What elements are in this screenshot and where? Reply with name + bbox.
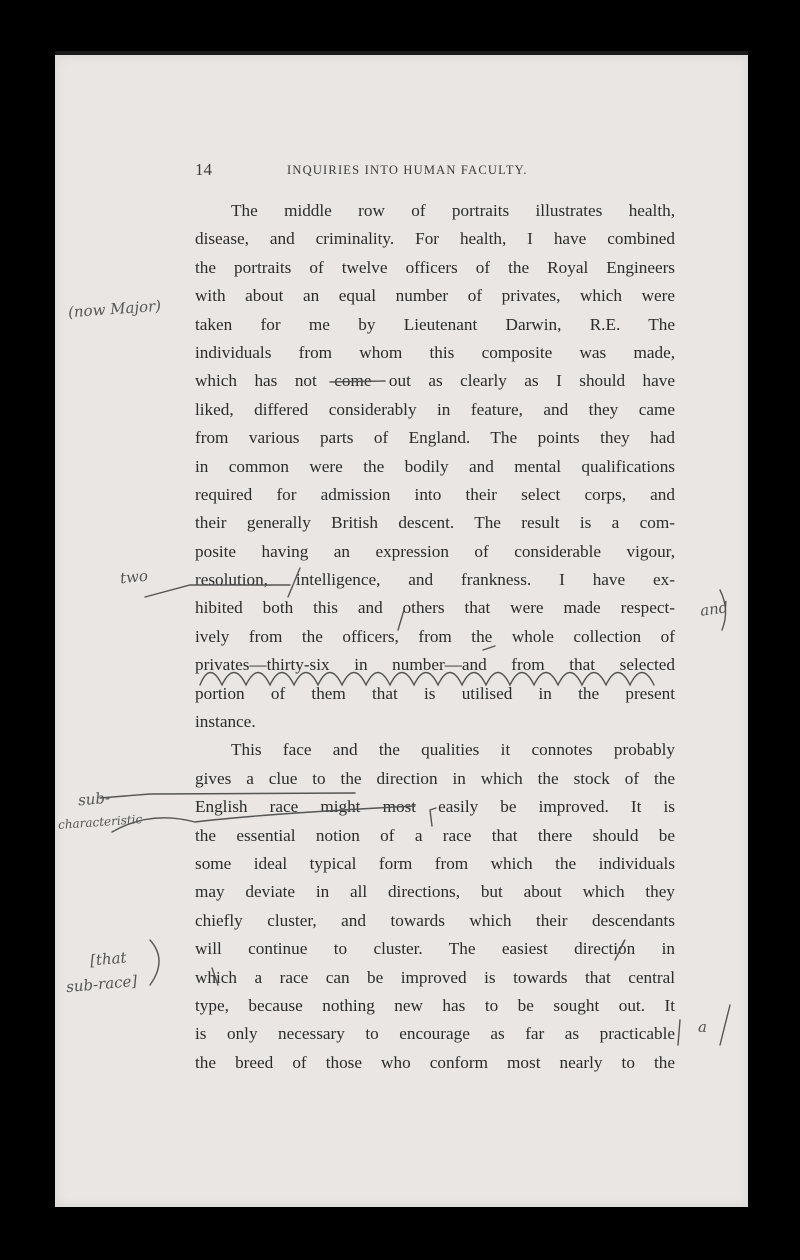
text-line: is only necessary to encourage as far as practicable	[195, 1024, 675, 1044]
margin-note-two: two	[119, 566, 149, 588]
text-line: individuals from whom this composite was made,	[195, 342, 675, 362]
text-line: in common were the bodily and mental qualifications	[195, 456, 675, 476]
text-line: hibited both this and others that were made respect-	[195, 598, 675, 618]
text-line: resolution, intelligence, and frankness. I have ex-	[195, 570, 675, 590]
text-line: their generally British descent. The result is a com-	[195, 513, 675, 533]
text-line: the breed of those who conform most nearly to the	[195, 1052, 675, 1072]
text-line: disease, and criminality. For health, I have combined	[195, 229, 675, 249]
text-line: with about an equal number of privates, which were	[195, 286, 675, 306]
text-line: which a race can be improved is towards that central	[195, 967, 675, 987]
margin-note-that: [that	[89, 948, 128, 970]
text-line: ively from the officers, from the whole collection of	[195, 626, 675, 646]
text-line: which has not come out as clearly as I should have	[195, 371, 675, 391]
page-header	[195, 160, 675, 180]
margin-note-a: a	[698, 1018, 707, 1036]
text-line: from various parts of England. The points they had	[195, 428, 675, 448]
text-line: gives a clue to the direction in which the stock of the	[195, 768, 675, 788]
text-line: The middle row of portraits illustrates health,	[231, 201, 675, 220]
text-line: chiefly cluster, and towards which their descendants	[195, 910, 675, 930]
text-line: the portraits of twelve officers of the Royal Engineers	[195, 257, 675, 277]
running-title: INQUIRIES INTO HUMAN FACULTY.	[287, 163, 528, 177]
text-line: This face and the qualities it connotes probably	[231, 740, 675, 760]
text-line: type, because nothing new has to be sought out. It	[195, 995, 675, 1015]
text-line: instance.	[195, 712, 256, 732]
text-line: English race might most easily be improved. It is	[195, 797, 675, 817]
text-line: liked, differed considerably in feature, and they came	[195, 399, 675, 419]
body-text	[195, 197, 675, 1077]
text-line: taken for me by Lieutenant Darwin, R.E. The	[195, 314, 675, 334]
margin-note-subrace: sub-race]	[65, 971, 138, 997]
text-line: some ideal typical form from which the individuals	[195, 853, 675, 873]
margin-note-characteristic: characteristic	[57, 812, 143, 832]
text-line: the essential notion of a race that there should be	[195, 825, 675, 845]
text-line: privates—thirty-six in number—and from that selected	[195, 655, 675, 675]
margin-note-and: and	[698, 598, 730, 620]
text-line: portion of them that is utilised in the present	[195, 683, 675, 703]
text-line: may deviate in all directions, but about which they	[195, 882, 675, 902]
text-line: required for admission into their select corps, and	[195, 484, 675, 504]
margin-note-major: (now Major)	[67, 296, 162, 322]
margin-note-sub: sub-	[77, 788, 111, 810]
text-line: posite having an expression of considerable vigour,	[195, 541, 675, 561]
text-line: will continue to cluster. The easiest direction in	[195, 939, 675, 959]
page-number: 14	[195, 160, 212, 179]
